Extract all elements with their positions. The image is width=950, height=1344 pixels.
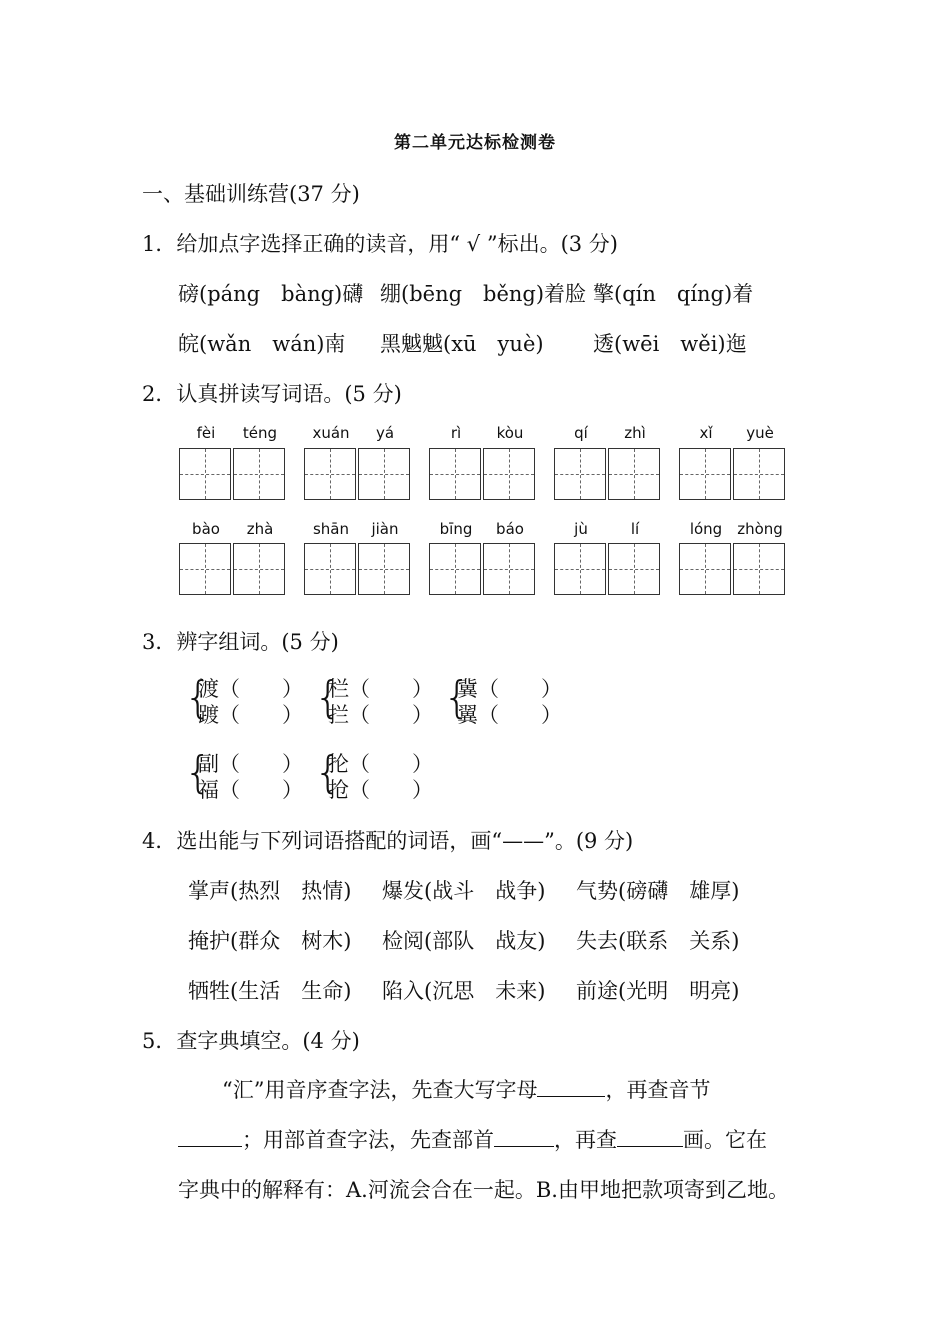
page-title: 第二单元达标检测卷 xyxy=(394,133,556,153)
writing-box[interactable] xyxy=(483,448,535,500)
writing-box[interactable] xyxy=(233,543,285,595)
answer-blank[interactable] xyxy=(494,1128,554,1147)
question-1-heading: 1．给加点字选择正确的读音，用“ √ ”标出。(3 分) xyxy=(142,232,618,256)
writing-box[interactable] xyxy=(233,448,285,500)
writing-box[interactable] xyxy=(679,448,731,500)
pinyin-label: jù xyxy=(574,520,588,538)
answer-blank[interactable] xyxy=(617,1128,683,1147)
pinyin-label: lóng xyxy=(689,520,723,538)
char-pair xyxy=(198,676,303,728)
pinyin-label: zhì xyxy=(624,424,646,442)
pinyin-label: fèi xyxy=(196,424,216,442)
question-4-heading: 4．选出能与下列词语搭配的词语，画“——”。(9 分) xyxy=(142,829,634,853)
char-item: 翼（ ） xyxy=(457,703,562,727)
writing-box[interactable] xyxy=(358,543,410,595)
char-item: 副（ ） xyxy=(198,752,303,776)
brace-icon: { xyxy=(184,672,212,723)
pinyin-label: jiàn xyxy=(371,520,399,538)
char-pair xyxy=(328,676,433,728)
char-item: 栏（ ） xyxy=(328,677,433,701)
char-item: 抡（ ） xyxy=(328,752,433,776)
question-3-heading: 3．辨字组词。(5 分) xyxy=(142,630,339,654)
char-item: 冀（ ） xyxy=(457,677,562,701)
q1-item: 擎(qín qíng)着 xyxy=(593,282,754,306)
writing-box[interactable] xyxy=(554,448,606,500)
writing-box[interactable] xyxy=(608,543,660,595)
writing-box[interactable] xyxy=(429,448,481,500)
q1-item: 绷(bēng běng)着脸 xyxy=(380,282,587,306)
writing-box[interactable] xyxy=(483,543,535,595)
section-heading: 一、基础训练营(37 分) xyxy=(142,182,360,206)
char-item: 拦（ ） xyxy=(328,703,433,727)
writing-box[interactable] xyxy=(429,543,481,595)
writing-box[interactable] xyxy=(304,448,356,500)
q4-item: 检阅(部队 战友) xyxy=(382,929,546,953)
char-item: 踱（ ） xyxy=(198,703,303,727)
q1-item: 黑魆魆(xū yuè) xyxy=(380,332,544,356)
question-5-heading: 5．查字典填空。(4 分) xyxy=(142,1029,360,1053)
brace-icon: { xyxy=(314,672,342,723)
writing-box[interactable] xyxy=(179,448,231,500)
q4-item: 掩护(群众 树木) xyxy=(188,929,352,953)
q5-text: ，再查音节 xyxy=(605,1078,711,1102)
q5-text: “汇”用音序查字法，先查大写字母 xyxy=(222,1078,538,1102)
writing-box[interactable] xyxy=(733,448,785,500)
pinyin-label: qí xyxy=(574,424,588,442)
pinyin-label: lí xyxy=(630,520,640,538)
pinyin-label: kòu xyxy=(496,424,524,442)
pinyin-label: bīng xyxy=(439,520,473,538)
q4-item: 前途(光明 明亮) xyxy=(576,979,740,1003)
brace-icon: { xyxy=(443,672,471,723)
pinyin-label: báo xyxy=(496,520,524,538)
pinyin-label: yuè xyxy=(746,424,774,442)
q5-text: 画。它在 xyxy=(683,1128,767,1152)
pinyin-label: xǐ xyxy=(699,424,713,442)
writing-box[interactable] xyxy=(733,543,785,595)
pinyin-label: bào xyxy=(192,520,220,538)
char-pair xyxy=(328,751,433,803)
writing-box[interactable] xyxy=(358,448,410,500)
pinyin-label: zhà xyxy=(246,520,274,538)
q4-item: 陷入(沉思 未来) xyxy=(382,979,546,1003)
writing-box[interactable] xyxy=(554,543,606,595)
q5-line-2 xyxy=(178,1124,767,1154)
brace-icon: { xyxy=(184,747,212,798)
pinyin-label: yá xyxy=(375,424,395,442)
q4-item: 牺牲(生活 生命) xyxy=(188,979,352,1003)
char-pair xyxy=(198,751,303,803)
q5-text: ，再查 xyxy=(554,1128,617,1152)
writing-box[interactable] xyxy=(608,448,660,500)
q4-item: 失去(联系 关系) xyxy=(576,929,740,953)
q1-item: 皖(wǎn wán)南 xyxy=(178,332,346,356)
q4-item: 掌声(热烈 热情) xyxy=(188,879,352,903)
pinyin-label: zhòng xyxy=(737,520,783,538)
writing-box[interactable] xyxy=(304,543,356,595)
brace-icon: { xyxy=(314,747,342,798)
pinyin-label: shān xyxy=(312,520,350,538)
char-item: 福（ ） xyxy=(198,778,303,802)
pinyin-label: téng xyxy=(242,424,278,442)
pinyin-label: xuán xyxy=(312,424,350,442)
q4-item: 气势(磅礴 雄厚) xyxy=(576,879,740,903)
q5-line-3: 字典中的解释有：A.河流会合在一起。B.由甲地把款项寄到乙地。 xyxy=(178,1178,789,1202)
q4-item: 爆发(战斗 战争) xyxy=(382,879,546,903)
pinyin-label: rì xyxy=(450,424,462,442)
q1-item: 透(wēi wěi)迤 xyxy=(593,332,747,356)
answer-blank[interactable] xyxy=(537,1078,605,1097)
answer-blank[interactable] xyxy=(178,1128,242,1147)
question-2-heading: 2．认真拼读写词语。(5 分) xyxy=(142,382,402,406)
q5-line-1 xyxy=(222,1074,710,1104)
char-item: 抢（ ） xyxy=(328,778,433,802)
char-item: 渡（ ） xyxy=(198,677,303,701)
q1-item: 磅(páng bàng)礴 xyxy=(178,282,364,306)
q5-text: ；用部首查字法，先查部首 xyxy=(242,1128,494,1152)
writing-box[interactable] xyxy=(679,543,731,595)
char-pair xyxy=(457,676,562,728)
writing-box[interactable] xyxy=(179,543,231,595)
